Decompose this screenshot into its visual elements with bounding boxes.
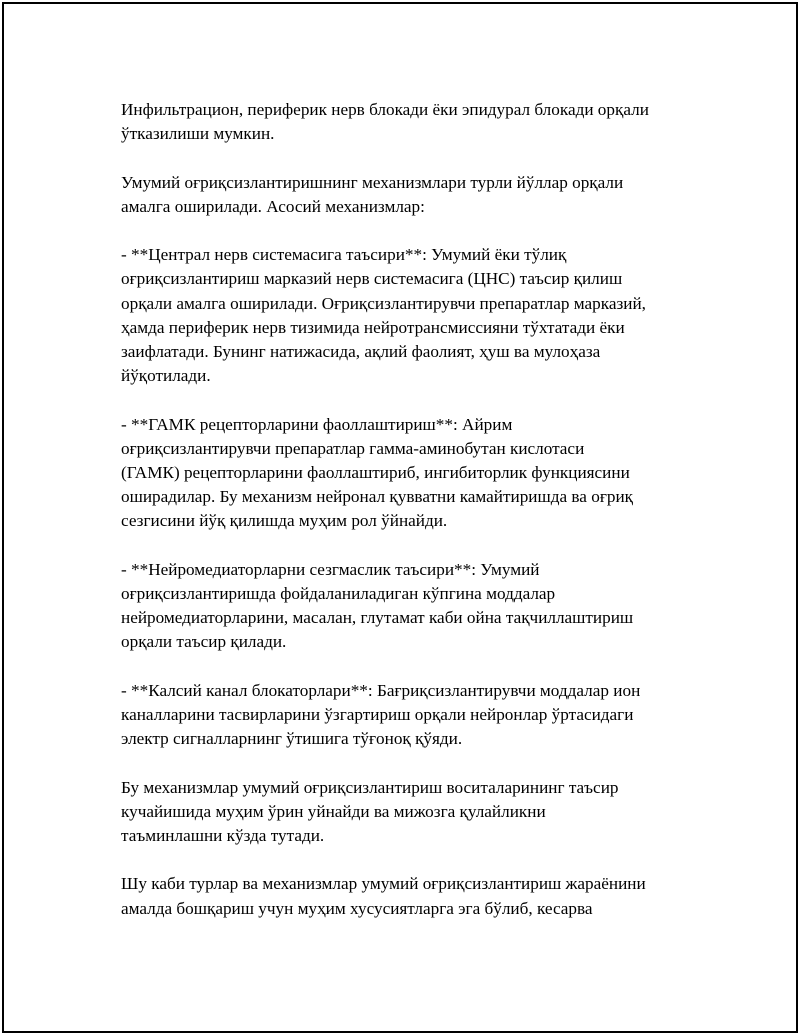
paragraph-closing: Шу каби турлар ва механизмлар умумий оғриқсизлантириш жараёнини амалда бошқариш учун муҳим хусусиятларга эга бўлиб, кесарва: [121, 874, 646, 918]
paragraph-gaba-receptors: - **ГАМК рецепторларини фаоллаштириш**: Айрим оғриқсизлантирувчи препаратлар гамма-аминобутан кислотаси (ГАМК) рецепторларини фаоллаштириб, ингибиторлик функциясини оширадилар. Бу механизм нейронал қувватни камайтиришда ва оғриқ сезгисини йўқ қилишда муҳим рол ўйнайди.: [121, 414, 634, 531]
paragraph-summary: Бу механизмлар умумий оғриқсизлантириш воситаларининг таъсир кучайишида муҳим ўрин уйнайди ва мижозга қулайликни таъминлашни кўзда тутади.: [121, 777, 619, 845]
document-body: [121, 98, 721, 945]
page-frame: [2, 2, 798, 1033]
paragraph-mechanisms-overview: Умумий оғриқсизлантиришнинг механизмлари турли йўллар орқали амалга оширилади. Асосий механизмлар:: [121, 172, 624, 216]
paragraph-neuromediators: - **Нейромедиаторларни сезгмаслик таъсири**: Умумий оғриқсизлантиришда фойдаланиладиган кўпгина моддалар нейромедиаторларини, масалан, глутамат каби ойна тақчиллаштириш орқали таъсир қилади.: [121, 559, 634, 652]
paragraph-cns-effect: - **Централ нерв системасига таъсири**: Умумий ёки тўлиқ оғриқсизлантириш марказий нерв системасига (ЦНС) таъсир қилиш орқали амалга оширилади. Оғриқсизлантирувчи препаратлар марказий, ҳамда периферик нерв тизимида нейротрансмиссияни тўхтатади ёки заифлатади. Бунинг натижасида, ақлий фаолият, ҳуш ва мулоҳаза йўқотилади.: [121, 245, 646, 386]
paragraph-calcium-channel: - **Калсий канал блокаторлари**: Бағриқсизлантирувчи моддалар ион каналларини тасвирларини ўзгартириш орқали нейронлар ўртасидаги электр сигналларнинг ўтишига тўғоноқ қўяди.: [121, 680, 641, 749]
paragraph-intro: Инфильтрацион, периферик нерв блокади ёки эпидурал блокади орқали ўтказилиши мумкин.: [121, 100, 649, 144]
